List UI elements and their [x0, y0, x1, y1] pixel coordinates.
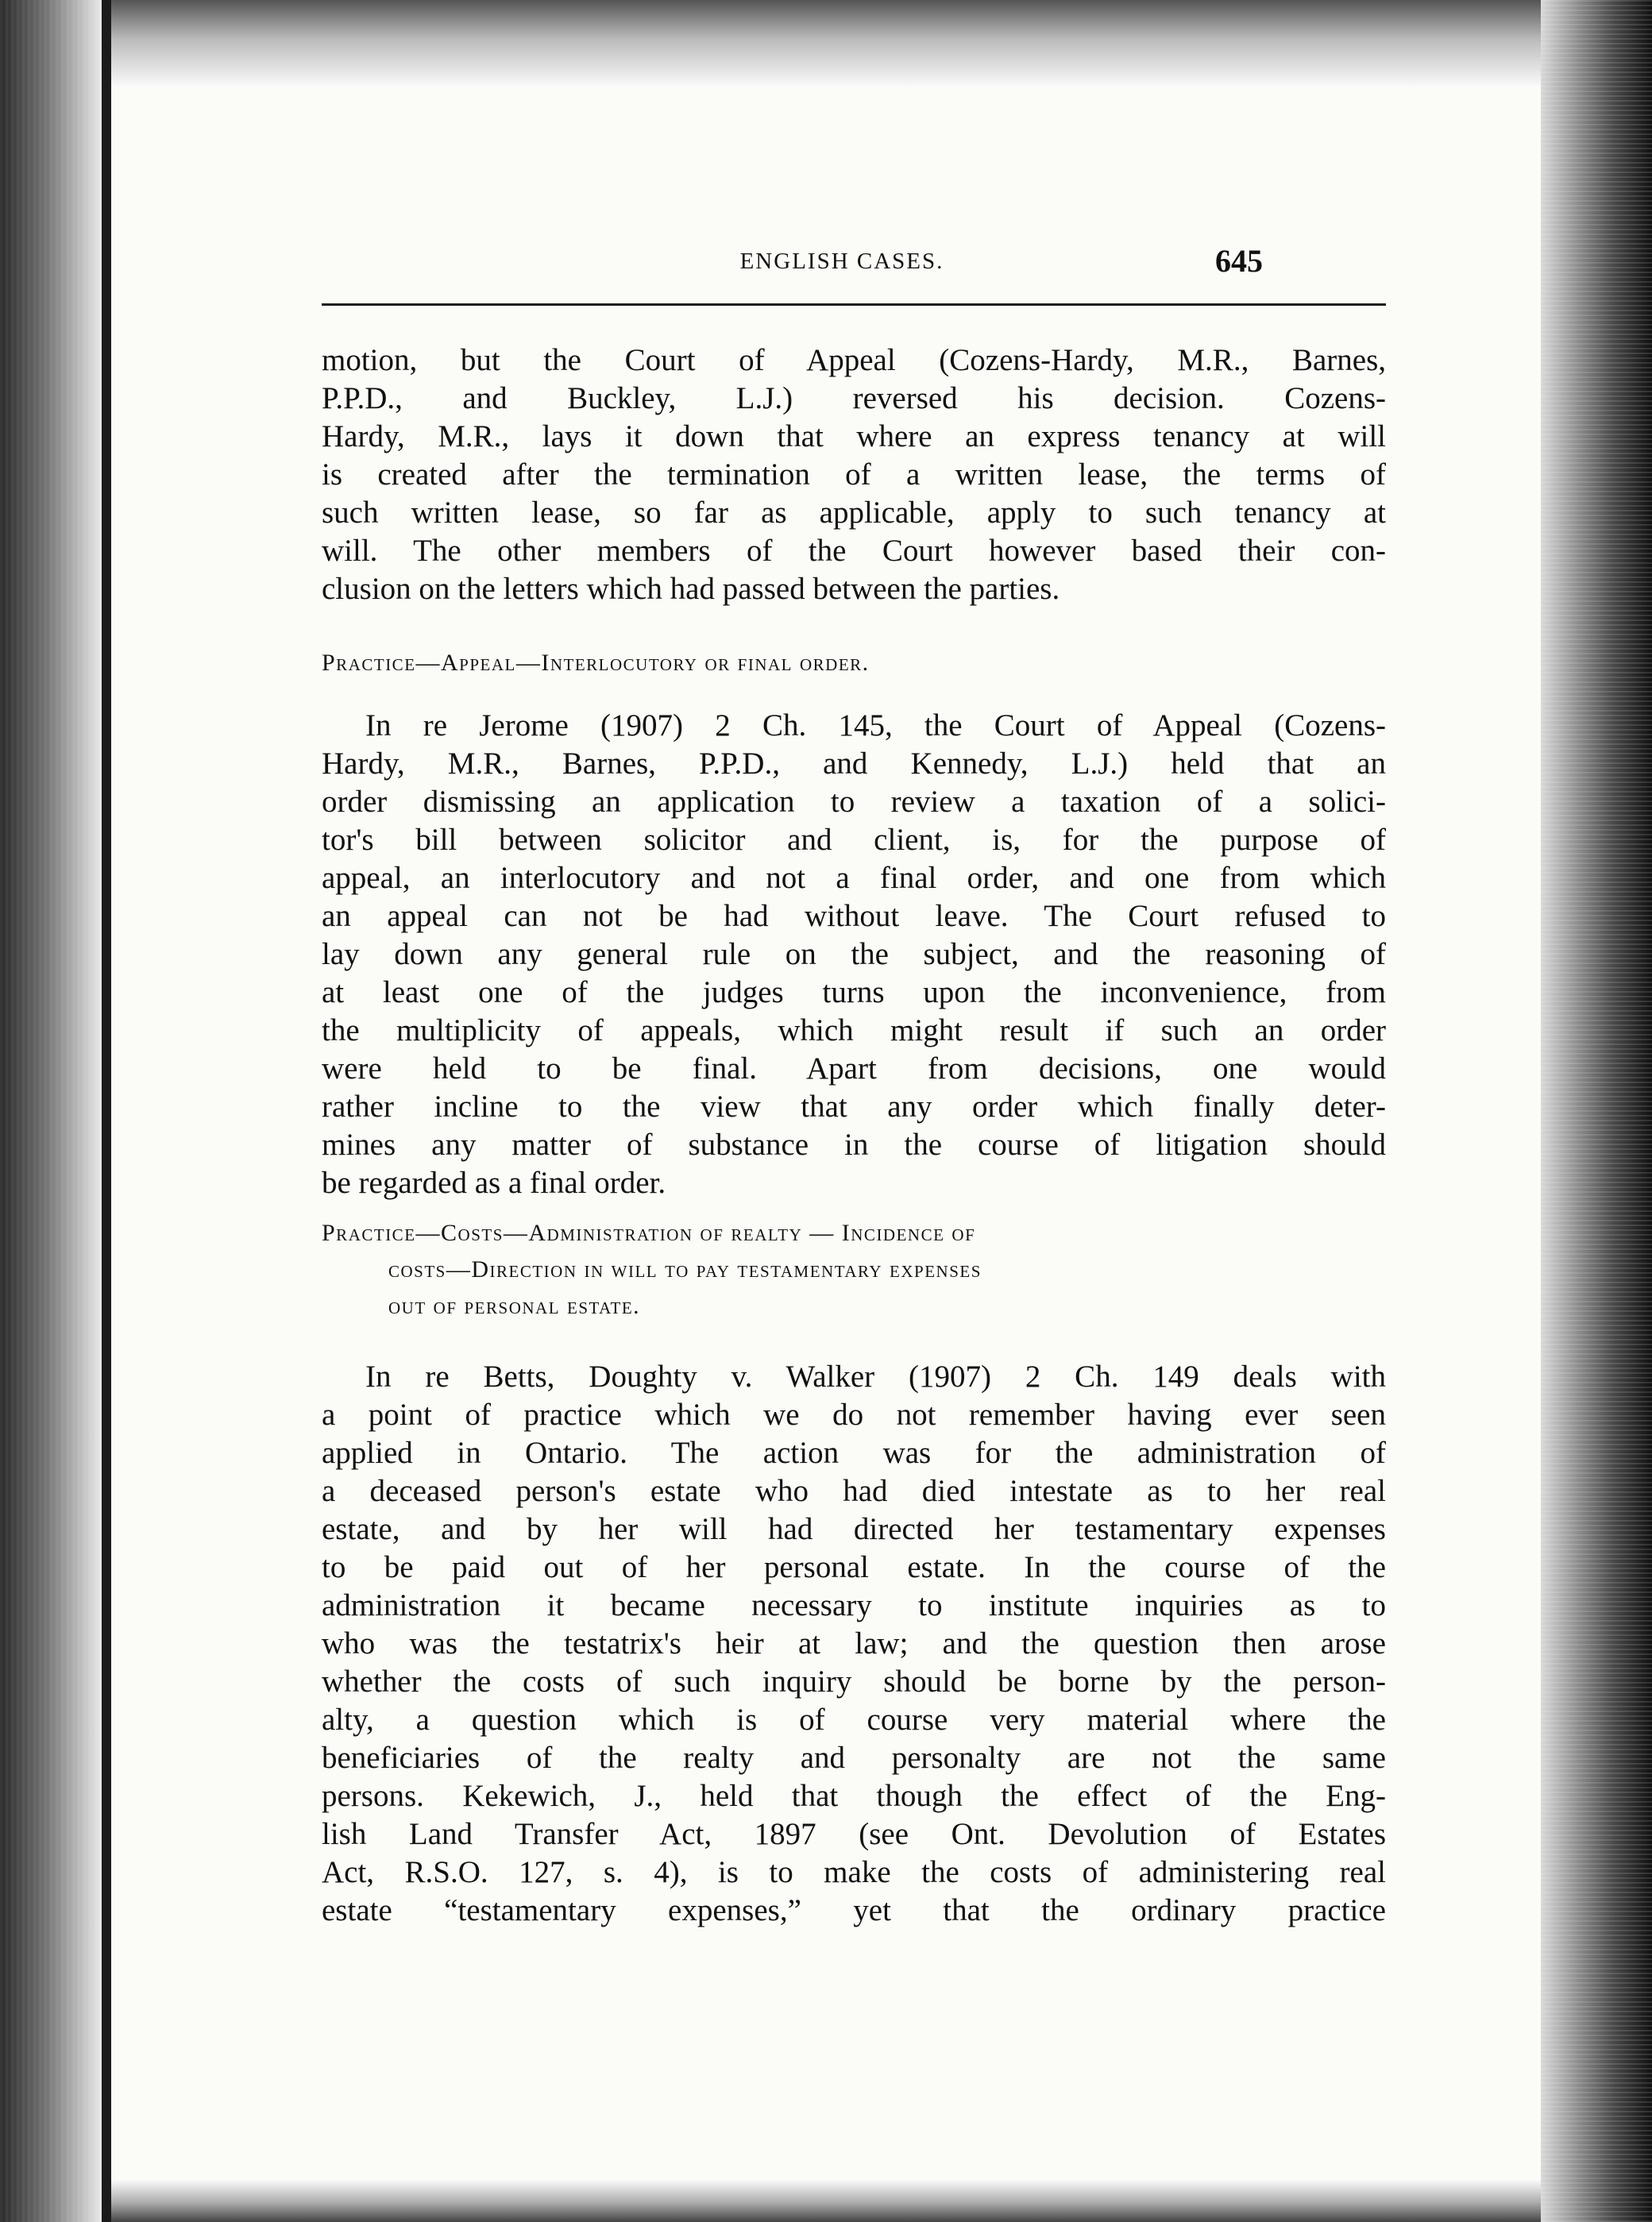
- paragraph-3: [322, 1358, 1386, 1930]
- section-heading-costs: [322, 1215, 1386, 1325]
- text-line: a deceased person's estate who had died intestate as to her real: [322, 1474, 1386, 1508]
- right-page-stack-edge: [1541, 0, 1652, 2222]
- text-line: In re Jerome (1907) 2 Ch. 145, the Court of Appeal (Cozens-: [365, 708, 1386, 743]
- text-line: lay down any general rule on the subject, and the reasoning of: [322, 937, 1386, 971]
- heading-line: Practice—Costs—Administration of realty — Incidence of: [322, 1220, 976, 1246]
- heading-line: out of personal estate.: [388, 1293, 641, 1319]
- text-line: order dismissing an application to review a taxation of a solici-: [322, 785, 1386, 819]
- paragraph-1: [322, 341, 1386, 608]
- text-line: appeal, an interlocutory and not a final order, and one from which: [322, 861, 1386, 895]
- text-line: tor's bill between solicitor and client, is, for the purpose of: [322, 823, 1386, 857]
- text-line: beneficiaries of the realty and personalty are not the same: [322, 1741, 1386, 1775]
- text-line: estate, and by her will had directed her testamentary expenses: [322, 1512, 1386, 1546]
- text-line: whether the costs of such inquiry should be borne by the person-: [322, 1665, 1386, 1699]
- text-line: the multiplicity of appeals, which might result if such an order: [322, 1013, 1386, 1047]
- text-line: were held to be final. Apart from decisions, one would: [322, 1051, 1386, 1086]
- text-line: persons. Kekewich, J., held that though the effect of the Eng-: [322, 1779, 1386, 1813]
- page: [111, 79, 1541, 2184]
- text-line: is created after the termination of a written lease, the terms of: [322, 457, 1386, 492]
- text-line: to be paid out of her personal estate. In the course of the: [322, 1550, 1386, 1584]
- text-line: estate “testamentary expenses,” yet that the ordinary practice: [322, 1893, 1386, 1927]
- text-line: rather incline to the view that any order which finally deter-: [322, 1090, 1386, 1124]
- top-scan-edge: [111, 0, 1541, 87]
- text-line: an appeal can not be had without leave. The Court refused to: [322, 899, 1386, 933]
- text-line: at least one of the judges turns upon the inconvenience, from: [322, 975, 1386, 1009]
- text-line: motion, but the Court of Appeal (Cozens-Hardy, M.R., Barnes,: [322, 343, 1386, 377]
- text-line: lish Land Transfer Act, 1897 (see Ont. Devolution of Estates: [322, 1817, 1386, 1851]
- page-number: 645: [1215, 243, 1263, 279]
- binding-shadow: [102, 0, 111, 2222]
- text-line: alty, a question which is of course very material where the: [322, 1703, 1386, 1737]
- heading-line: costs—Direction in will to pay testamentary expenses: [388, 1256, 982, 1283]
- text-line: clusion on the letters which had passed between the parties.: [322, 572, 1060, 606]
- text-line: a point of practice which we do not remember having ever seen: [322, 1398, 1386, 1432]
- bottom-scan-edge: [111, 2180, 1541, 2222]
- heading-line: Practice—Appeal—Interlocutory or final order.: [322, 650, 870, 676]
- text-line: administration it became necessary to institute inquiries as to: [322, 1588, 1386, 1622]
- paragraph-2: [322, 707, 1386, 1202]
- running-head: ENGLISH CASES.: [739, 249, 944, 274]
- text-line: be regarded as a final order.: [322, 1166, 666, 1200]
- section-heading-appeal: [322, 645, 1386, 681]
- text-line: who was the testatrix's heir at law; and the question then arose: [322, 1626, 1386, 1661]
- text-line: such written lease, so far as applicable, apply to such tenancy at: [322, 496, 1386, 530]
- text-line: Hardy, M.R., Barnes, P.P.D., and Kennedy, L.J.) held that an: [322, 746, 1386, 781]
- text-line: P.P.D., and Buckley, L.J.) reversed his decision. Cozens-: [322, 381, 1386, 415]
- text-line: Act, R.S.O. 127, s. 4), is to make the costs of administering real: [322, 1855, 1386, 1889]
- text-line: applied in Ontario. The action was for the administration of: [322, 1436, 1386, 1470]
- text-line: mines any matter of substance in the course of litigation should: [322, 1128, 1386, 1162]
- text-line: will. The other members of the Court however based their con-: [322, 534, 1386, 568]
- text-line: In re Betts, Doughty v. Walker (1907) 2 Ch. 149 deals with: [365, 1360, 1386, 1394]
- text-line: Hardy, M.R., lays it down that where an express tenancy at will: [322, 419, 1386, 453]
- header-rule: [322, 303, 1386, 306]
